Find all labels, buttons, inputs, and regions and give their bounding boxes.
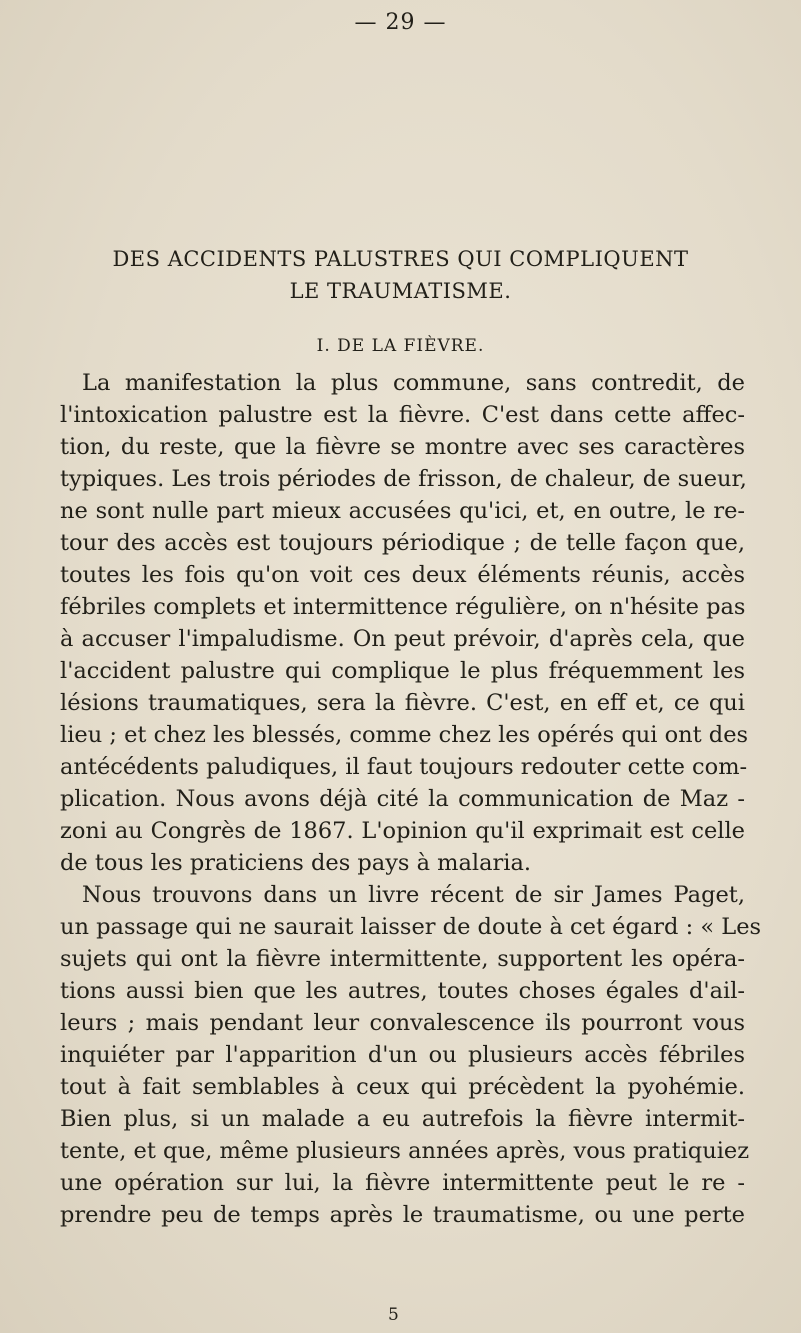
text-line: Nous trouvons dans un livre récent de sir James Paget, <box>82 882 745 908</box>
text-line: prendre peu de temps après le traumatisme, ou une perte <box>60 1202 745 1228</box>
section-heading: I. DE LA FIÈVRE. <box>316 336 485 356</box>
page-number: — 29 — <box>354 10 447 35</box>
text-line: tour des accès est toujours périodique ; de telle façon que, <box>60 530 745 556</box>
chapter-title-line-2: LE TRAUMATISME. <box>289 279 512 303</box>
text-line: tion, du reste, que la fièvre se montre avec ses caractères <box>60 434 745 460</box>
text-line: l'intoxication palustre est la fièvre. C'est dans cette affec- <box>60 402 745 428</box>
text-line: sujets qui ont la fièvre intermittente, supportent les opéra- <box>60 946 745 972</box>
text-line: ne sont nulle part mieux accusées qu'ici, et, en outre, le re- <box>60 498 745 524</box>
text-line: leurs ; mais pendant leur convalescence ils pourront vous <box>60 1010 745 1036</box>
text-line: tions aussi bien que les autres, toutes choses égales d'ail- <box>60 978 745 1004</box>
text-line: l'accident palustre qui complique le plus fréquemment les <box>60 658 745 684</box>
text-line: lésions traumatiques, sera la fièvre. C'est, en eff et, ce qui <box>60 690 745 716</box>
chapter-title-line-1: DES ACCIDENTS PALUSTRES QUI COMPLIQUENT <box>112 247 689 271</box>
signature-mark: 5 <box>388 1305 399 1325</box>
text-line: un passage qui ne saurait laisser de doute à cet égard : « Les <box>60 914 762 940</box>
text-line: une opération sur lui, la fièvre intermittente peut le re - <box>60 1170 745 1196</box>
text-line: à accuser l'impaludisme. On peut prévoir, d'après cela, que <box>60 626 745 652</box>
text-line: lieu ; et chez les blessés, comme chez les opérés qui ont des <box>60 722 749 748</box>
text-line: toutes les fois qu'on voit ces deux éléments réunis, accès <box>60 562 745 588</box>
text-line: de tous les praticiens des pays à malaria. <box>60 850 532 876</box>
text-line: La manifestation la plus commune, sans contredit, de <box>82 370 745 396</box>
text-line: zoni au Congrès de 1867. L'opinion qu'il exprimait est celle <box>60 818 745 844</box>
text-line: tout à fait semblables à ceux qui précèdent la pyohémie. <box>60 1074 745 1100</box>
text-line: tente, et que, même plusieurs années après, vous pratiquiez <box>60 1138 750 1164</box>
text-line: typiques. Les trois périodes de frisson, de chaleur, de sueur, <box>60 466 747 492</box>
text-line: plication. Nous avons déjà cité la communication de Maz - <box>60 786 745 812</box>
text-line: antécédents paludiques, il faut toujours redouter cette com- <box>60 754 748 780</box>
text-line: inquiéter par l'apparition d'un ou plusieurs accès fébriles <box>60 1042 745 1068</box>
text-line: fébriles complets et intermittence régulière, on n'hésite pas <box>60 594 746 620</box>
text-line: Bien plus, si un malade a eu autrefois la fièvre intermit- <box>60 1106 745 1132</box>
